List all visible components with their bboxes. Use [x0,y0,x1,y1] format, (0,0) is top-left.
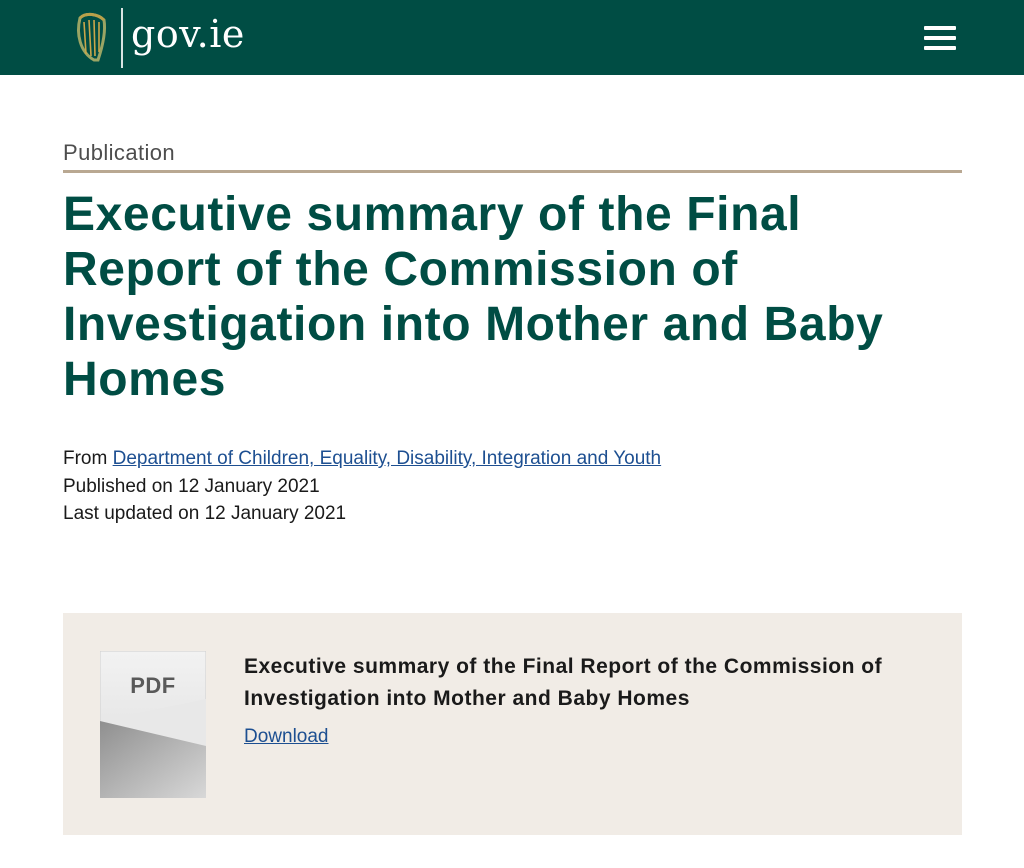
pdf-thumbnail[interactable] [100,651,206,798]
document-card [63,613,962,835]
document-title[interactable]: Executive summary of the Final Report of the Commission of Investigation into Mother and Baby Homes [244,655,883,710]
site-header [0,0,1024,75]
page-title: Executive summary of the Final Report of the Commission of Investigation into Mother and Baby Homes [63,188,884,406]
site-logo-text[interactable]: gov.ie [131,12,245,56]
published-date: Published on 12 January 2021 [63,475,320,497]
content-type-label: Publication [63,138,962,173]
download-link[interactable]: Download [244,726,329,747]
main-content [63,138,962,528]
logo-divider [121,8,123,68]
from-line [63,445,962,473]
hamburger-line [924,36,956,40]
from-label: From [63,448,108,469]
harp-icon[interactable] [72,10,112,66]
pdf-file-type-label: PDF [130,673,176,698]
hamburger-menu-icon [924,26,956,30]
department-link[interactable]: Department of Children, Equality, Disability, Integration and Youth [112,448,662,469]
publication-meta [63,445,962,528]
menu-button[interactable] [918,20,962,56]
hamburger-line [924,46,956,50]
updated-date: Last updated on 12 January 2021 [63,503,347,524]
